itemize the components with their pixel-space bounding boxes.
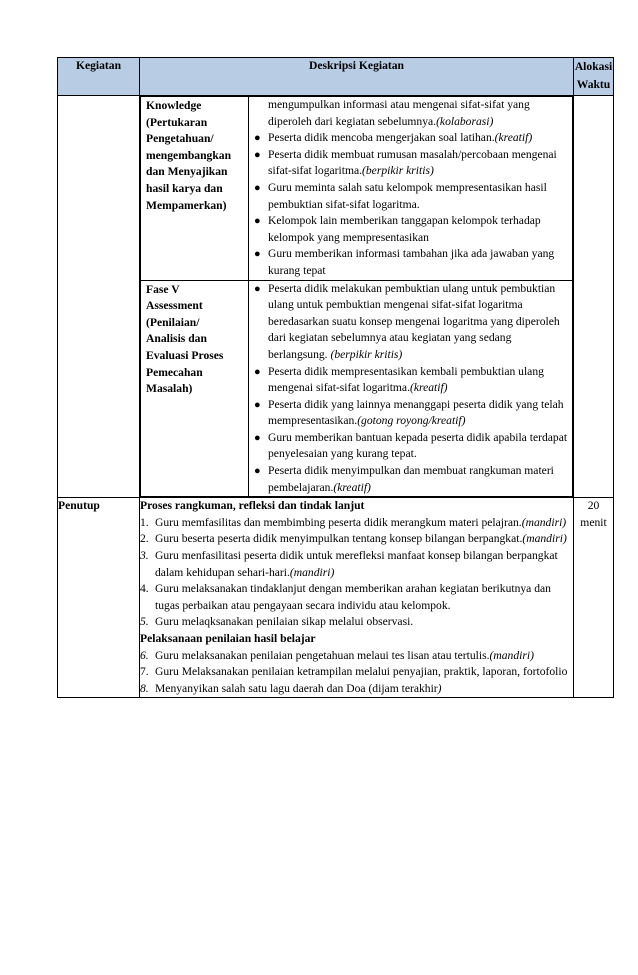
bullet-icon: ●	[254, 215, 261, 228]
phase-row-assessment	[141, 280, 573, 497]
list-item: ● Peserta didik menyimpulkan dan membuat rangkuman materi pembelajaran.(kreatif)	[254, 464, 554, 494]
bullet-icon: ●	[254, 148, 261, 161]
list-item: 6. Guru melaksanakan penilaian pengetahuan melaui tes lisan atau tertulis.(mandiri)	[140, 648, 534, 662]
list-item: ● Peserta didik mencoba mengerjakan soal latihan.(kreatif)	[249, 130, 570, 147]
list-item: 1. Guru memfasilitas dan membimbing peserta didik merangkum materi pelajran.(mandiri)	[140, 515, 567, 529]
list-item: 7. Guru Melaksanakan penilaian ketrampilan melalui penyajian, praktik, laporan, fortofolio	[140, 665, 568, 679]
list-item: ● Guru memberikan bantuan kepada peserta didik apabila terdapat penyelesaian yang kurang tepat.	[254, 430, 568, 461]
kegiatan-cell-empty	[58, 96, 140, 498]
phase-bullets-assessment	[249, 280, 573, 497]
list-item: mengumpulkan informasi atau mengenai sifat-sifat yang diperoleh dari kegiatan sebelumnya.(kolaborasi)	[268, 98, 530, 128]
list-item: ● Guru memberikan informasi tambahan jika ada jawaban yang kurang tepat	[254, 247, 555, 277]
alokasi-penutup: 20 menit	[574, 498, 614, 698]
phase-row-knowledge	[141, 97, 573, 281]
bullet-icon: ●	[254, 465, 261, 478]
list-item: 2. Guru beserta peserta didik menyimpulkan tentang konsep bilangan berpangkat.(mandiri)	[140, 532, 567, 546]
phase-title-knowledge: Knowledge (Pertukaran Pengetahuan/ mengembangkan dan Menyajikan hasil karya dan Mempamerkan)	[141, 97, 249, 281]
phase-bullets-knowledge	[249, 97, 573, 281]
section-subtitle: Pelaksanaan penilaian hasil belajar	[140, 632, 316, 645]
list-item: 5. Guru melaqksanakan penilaian sikap melalui observasi.	[140, 615, 414, 629]
list-item: ● Peserta didik melakukan pembuktian ulang untuk pembuktian ulang untuk pembuktian mengenai sifat-sifat logaritma beredasarkan suatu konsep mengenai logaritma yang diperoleh dari kegiatan sebelumnya atau kegiatan yang sedang berlangsung. (berpikir kritis)	[254, 281, 560, 361]
header-alokasi-waktu: Alokasi Waktu	[574, 58, 614, 96]
table-header-row	[58, 58, 614, 96]
alokasi-cell-empty	[574, 96, 614, 498]
bullet-icon: ●	[254, 282, 261, 295]
list-item: 8. Menyanyikan salah satu lagu daerah dan Doa (dijam terakhir)	[140, 681, 442, 695]
table-row-inti	[58, 96, 614, 498]
bullet-icon: ●	[254, 248, 261, 261]
bullet-list	[249, 281, 570, 497]
inti-phase-table	[140, 96, 573, 497]
bullet-icon: ●	[254, 365, 261, 378]
list-item: ● Kelompok lain memberikan tanggapan kelompok terhadap kelompok yang mempresentasikan	[254, 214, 541, 244]
phase-title-assessment: Fase V Assessment (Penilaian/ Analisis dan Evaluasi Proses Pemecahan Masalah)	[141, 280, 249, 497]
list-item: 4. Guru melaksanakan tindaklanjut dengan memberikan arahan kegiatan berikutnya dan tugas perbaikan atau pengayaan secara individu atau kelompok.	[140, 582, 551, 612]
penutup-description-cell	[140, 498, 574, 698]
header-deskripsi: Deskripsi Kegiatan	[140, 58, 574, 96]
list-item: ● Peserta didik yang lainnya menanggapi peserta didik yang telah mempresentasikan.(gotong royong/kreatif)	[254, 397, 564, 428]
numbered-list	[140, 515, 573, 631]
header-kegiatan: Kegiatan	[58, 58, 140, 96]
bullet-icon: ●	[254, 398, 261, 411]
bullet-icon: ●	[254, 181, 261, 194]
list-item: ● Peserta didik mempresentasikan kembali pembuktian ulang mengenai sifat-sifat logaritma.(kreatif)	[254, 364, 544, 395]
table-row-penutup	[58, 498, 614, 698]
list-item: 3. Guru menfasilitasi peserta didik untuk merefleksi manfaat konsep bilangan berpangkat dalam kehidupan sehari-hari.(mandiri)	[140, 549, 558, 579]
inti-description-cell	[140, 96, 574, 498]
numbered-list	[140, 648, 573, 698]
list-item: ● Guru meminta salah satu kelompok mempresentasikan hasil pembuktian sifat-sifat logaritma.	[254, 180, 547, 211]
lesson-activity-table	[57, 57, 614, 698]
bullet-icon: ●	[254, 132, 261, 145]
bullet-list	[249, 97, 570, 280]
kegiatan-penutup: Penutup	[58, 498, 140, 698]
bullet-icon: ●	[254, 431, 261, 444]
section-title: Proses rangkuman, refleksi dan tindak lanjut	[140, 499, 365, 513]
list-item: ● Peserta didik membuat rumusan masalah/percobaan mengenai sifat-sifat logaritma.(berpikir kritis)	[254, 147, 557, 178]
